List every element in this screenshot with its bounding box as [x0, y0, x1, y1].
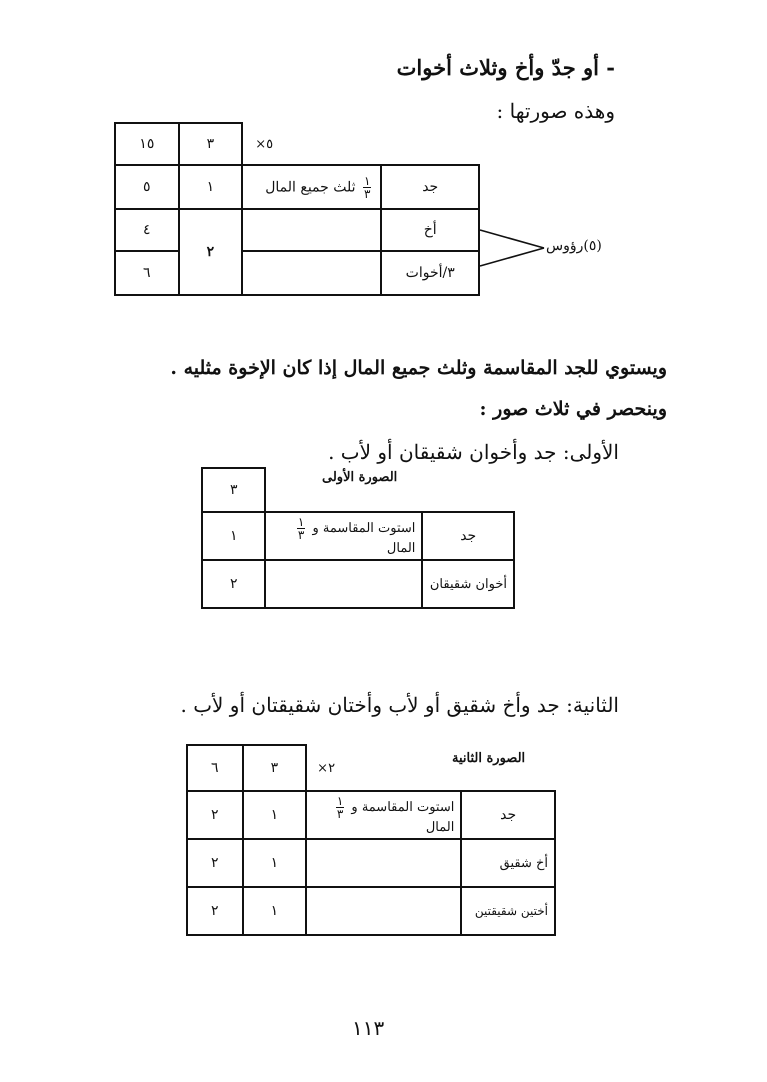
- multiplier: ×٥: [255, 136, 274, 152]
- value-cell: ١: [179, 165, 243, 209]
- table-row: [202, 468, 514, 512]
- value-cell: ١: [243, 887, 307, 935]
- table-row: [115, 165, 479, 209]
- empty-cell: [242, 251, 381, 295]
- base-cell: ٣: [243, 745, 307, 791]
- total-cell: ٦: [187, 745, 243, 791]
- section-heading: - أو جدّ وأخ وثلاث أخوات: [396, 55, 615, 80]
- heir-label: جد: [381, 165, 479, 209]
- total-cell: ١٥: [115, 123, 179, 165]
- fraction: $\frac{١}{٣}$: [336, 794, 344, 821]
- heads-label: (٥)رؤوس: [546, 238, 602, 254]
- page-number: ١١٣: [352, 1016, 385, 1040]
- empty-cell: [265, 560, 422, 608]
- text-line-1: ويستوي للجد المقاسمة وثلث جميع المال إذا كان الإخوة مثليه .: [170, 357, 667, 379]
- heir-label: أخ شقيق: [461, 839, 555, 887]
- share-cell: استوت المقاسمة و $\frac{١}{٣}$ المال: [306, 791, 461, 839]
- text-line-2: وينحصر في ثلاث صور :: [479, 398, 667, 420]
- inheritance-table-first: [201, 467, 515, 609]
- value-cell: ٢: [187, 791, 243, 839]
- empty-cell: [306, 887, 461, 935]
- share-cell: [242, 165, 381, 209]
- fraction: $\frac{١}{٣}$: [297, 515, 305, 542]
- merged-value-cell: ٢: [179, 209, 243, 295]
- inheritance-table-second: [186, 744, 556, 936]
- value-cell: ٢: [187, 887, 243, 935]
- value-cell: ٤: [115, 209, 179, 251]
- heir-label: جد: [461, 791, 555, 839]
- heir-label: أختين شقيقتين: [461, 887, 555, 935]
- value-cell: ٢: [187, 839, 243, 887]
- value-cell: ٥: [115, 165, 179, 209]
- heir-label: أخوان شقيقان: [422, 560, 514, 608]
- base-cell: ٣: [179, 123, 243, 165]
- table2-caption: الصورة الثانية: [452, 751, 526, 766]
- heir-label: ٣/أخوات: [381, 251, 479, 295]
- value-cell: ٦: [115, 251, 179, 295]
- table-row: [187, 887, 555, 935]
- table-row: [187, 839, 555, 887]
- table-row: [115, 251, 479, 295]
- empty-cell: [242, 209, 381, 251]
- fraction: $\frac{١}{٣}$: [363, 173, 371, 201]
- table-row: [115, 123, 479, 165]
- value-cell: ١: [243, 839, 307, 887]
- value-cell: ٢: [202, 560, 265, 608]
- table-row: [115, 209, 479, 251]
- value-cell: ١: [243, 791, 307, 839]
- section-subheading: وهذه صورتها :: [496, 99, 615, 123]
- first-case: الأولى: جد وأخوان شقيقان أو لأب .: [328, 440, 619, 464]
- base-cell: ٣: [202, 468, 265, 512]
- heir-label: أخ: [381, 209, 479, 251]
- share-text: ثلث جميع المال: [265, 179, 356, 195]
- inheritance-table-main: [114, 122, 480, 296]
- multiplier: ×٢: [317, 760, 336, 776]
- share-cell: استوت المقاسمة و $\frac{١}{٣}$ المال: [265, 512, 422, 560]
- empty-cell: [306, 839, 461, 887]
- table-row: [187, 745, 555, 791]
- table-row: [202, 560, 514, 608]
- table-row: [202, 512, 514, 560]
- heir-label: جد: [422, 512, 514, 560]
- table-row: [187, 791, 555, 839]
- bracket-lines: [478, 228, 548, 268]
- value-cell: ١: [202, 512, 265, 560]
- table1-caption: الصورة الأولى: [322, 470, 398, 485]
- second-case: الثانية: جد وأخ شقيق أو لأب وأختان شقيقتان أو لأب .: [180, 693, 619, 717]
